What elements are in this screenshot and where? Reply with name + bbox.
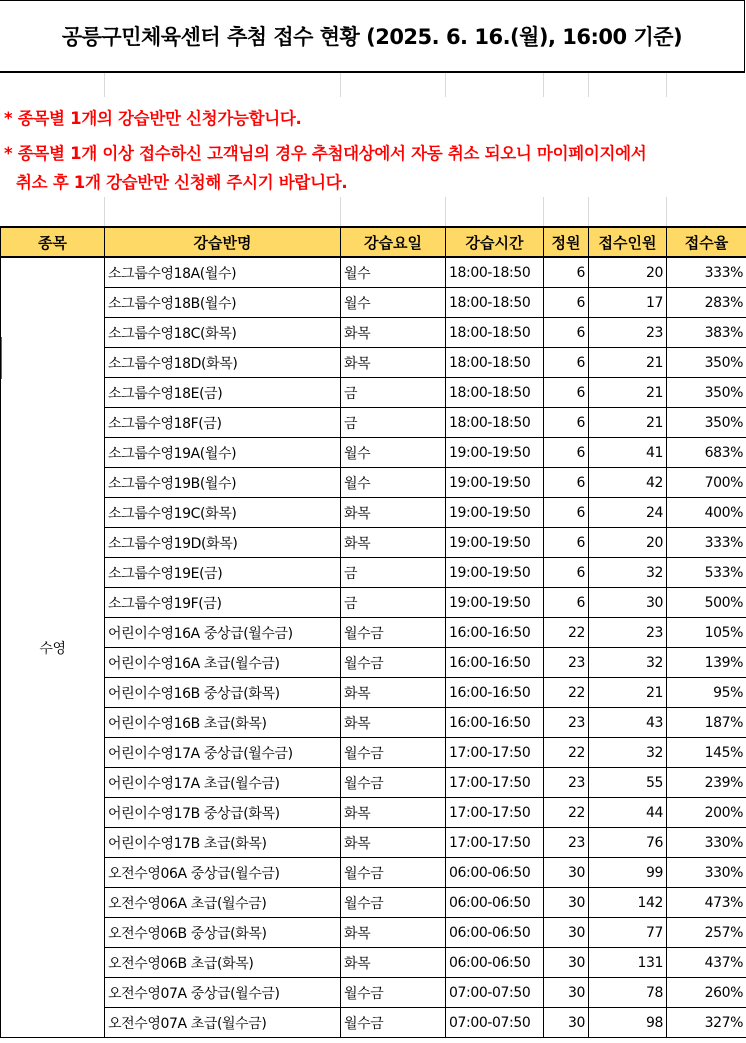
capacity-cell: 23 [544,768,589,798]
table-row [1,708,746,738]
days-cell: 월수금 [341,768,446,798]
table-row [1,738,746,768]
applicants-cell: 20 [589,528,667,558]
rate-cell: 145% [667,738,746,768]
class-name-cell: 소그룹수영18B(월수) [105,288,341,318]
rate-cell: 350% [667,348,746,378]
capacity-cell: 6 [544,468,589,498]
applicants-cell: 21 [589,348,667,378]
class-name-cell: 소그룹수영18C(화목) [105,318,341,348]
applicants-cell: 41 [589,438,667,468]
class-name-cell: 소그룹수영19E(금) [105,558,341,588]
title-text: 공릉구민체육센터 추첨 접수 현황 (2025. 6. 16.(월), 16:00 기준) [61,25,683,49]
header-class-name: 강습반명 [105,227,341,257]
capacity-cell: 6 [544,318,589,348]
table-row [1,978,746,1008]
rate-cell: 473% [667,888,746,918]
class-name-cell: 소그룹수영18F(금) [105,408,341,438]
class-name-cell: 어린이수영16A 초급(월수금) [105,648,341,678]
rate-cell: 350% [667,408,746,438]
time-cell: 16:00-16:50 [446,708,544,738]
time-cell: 18:00-18:50 [446,378,544,408]
capacity-cell: 30 [544,858,589,888]
rate-cell: 383% [667,318,746,348]
rate-cell: 95% [667,678,746,708]
table-row [1,468,746,498]
table-row [1,858,746,888]
table-row [1,918,746,948]
days-cell: 월수금 [341,1008,446,1038]
applicants-cell: 99 [589,858,667,888]
applicants-cell: 30 [589,588,667,618]
rate-cell: 333% [667,528,746,558]
class-name-cell: 어린이수영16B 중상급(화목) [105,678,341,708]
applicants-cell: 98 [589,1008,667,1038]
header-days: 강습요일 [341,227,446,257]
time-cell: 07:00-07:50 [446,1008,544,1038]
time-cell: 17:00-17:50 [446,738,544,768]
table-row [1,768,746,798]
applicants-cell: 78 [589,978,667,1008]
time-cell: 18:00-18:50 [446,288,544,318]
notice-line-1: * 종목별 1개의 강습반만 신청가능합니다. [4,109,302,128]
applicants-cell: 21 [589,408,667,438]
class-name-cell: 어린이수영17A 초급(월수금) [105,768,341,798]
notice-area [0,97,746,197]
class-name-cell: 오전수영06A 초급(월수금) [105,888,341,918]
days-cell: 화목 [341,948,446,978]
time-cell: 16:00-16:50 [446,648,544,678]
capacity-cell: 6 [544,498,589,528]
days-cell: 월수금 [341,888,446,918]
days-cell: 화목 [341,918,446,948]
applicants-cell: 142 [589,888,667,918]
rate-cell: 105% [667,618,746,648]
table-row [1,288,746,318]
days-cell: 월수 [341,438,446,468]
applicants-cell: 24 [589,498,667,528]
capacity-cell: 22 [544,618,589,648]
rate-cell: 533% [667,558,746,588]
days-cell: 월수금 [341,978,446,1008]
capacity-cell: 6 [544,558,589,588]
days-cell: 화목 [341,348,446,378]
table-row [1,378,746,408]
capacity-cell: 30 [544,918,589,948]
capacity-cell: 6 [544,408,589,438]
class-name-cell: 어린이수영17B 중상급(화목) [105,798,341,828]
rate-cell: 187% [667,708,746,738]
time-cell: 17:00-17:50 [446,798,544,828]
class-name-cell: 오전수영06A 중상급(월수금) [105,858,341,888]
rate-cell: 239% [667,768,746,798]
capacity-cell: 30 [544,948,589,978]
class-name-cell: 소그룹수영19C(화목) [105,498,341,528]
table-row [1,798,746,828]
capacity-cell: 6 [544,528,589,558]
applicants-cell: 23 [589,318,667,348]
class-name-cell: 소그룹수영18D(화목) [105,348,341,378]
time-cell: 06:00-06:50 [446,918,544,948]
capacity-cell: 22 [544,798,589,828]
class-name-cell: 소그룹수영18E(금) [105,378,341,408]
notice-line-3: 취소 후 1개 강습반만 신청해 주시기 바랍니다. [16,173,348,192]
time-cell: 06:00-06:50 [446,888,544,918]
header-applicants: 접수인원 [589,227,667,257]
applicants-cell: 44 [589,798,667,828]
class-name-cell: 어린이수영16A 중상급(월수금) [105,618,341,648]
days-cell: 월수금 [341,618,446,648]
class-name-cell: 소그룹수영19A(월수) [105,438,341,468]
registration-table [0,226,746,1038]
days-cell: 월수 [341,257,446,288]
rate-cell: 330% [667,828,746,858]
rate-cell: 700% [667,468,746,498]
applicants-cell: 17 [589,288,667,318]
days-cell: 월수금 [341,738,446,768]
days-cell: 화목 [341,708,446,738]
time-cell: 06:00-06:50 [446,858,544,888]
table-row [1,257,746,288]
applicants-cell: 21 [589,378,667,408]
days-cell: 화목 [341,528,446,558]
rate-cell: 327% [667,1008,746,1038]
time-cell: 16:00-16:50 [446,678,544,708]
applicants-cell: 55 [589,768,667,798]
table-row [1,1008,746,1038]
days-cell: 화목 [341,498,446,528]
capacity-cell: 23 [544,828,589,858]
days-cell: 화목 [341,798,446,828]
time-cell: 19:00-19:50 [446,558,544,588]
capacity-cell: 6 [544,348,589,378]
days-cell: 월수 [341,468,446,498]
applicants-cell: 42 [589,468,667,498]
capacity-cell: 30 [544,978,589,1008]
applicants-cell: 32 [589,648,667,678]
days-cell: 화목 [341,678,446,708]
rate-cell: 260% [667,978,746,1008]
table-row [1,648,746,678]
capacity-cell: 22 [544,738,589,768]
sport-category-cell: 수영 [1,257,105,1038]
rate-cell: 257% [667,918,746,948]
rate-cell: 500% [667,588,746,618]
capacity-cell: 23 [544,648,589,678]
days-cell: 화목 [341,318,446,348]
time-cell: 18:00-18:50 [446,318,544,348]
class-name-cell: 소그룹수영19F(금) [105,588,341,618]
table-header-row [1,227,746,257]
time-cell: 19:00-19:50 [446,438,544,468]
time-cell: 19:00-19:50 [446,528,544,558]
rate-cell: 437% [667,948,746,978]
applicants-cell: 77 [589,918,667,948]
applicants-cell: 32 [589,558,667,588]
applicants-cell: 43 [589,708,667,738]
time-cell: 19:00-19:50 [446,588,544,618]
table-row [1,498,746,528]
notice-line-2: * 종목별 1개 이상 접수하신 고객님의 경우 추첨대상에서 자동 취소 되오니 마이페이지에서 [4,144,647,163]
applicants-cell: 32 [589,738,667,768]
days-cell: 월수금 [341,858,446,888]
time-cell: 19:00-19:50 [446,468,544,498]
rate-cell: 350% [667,378,746,408]
table-row [1,558,746,588]
table-row [1,318,746,348]
rate-cell: 333% [667,257,746,288]
header-rate: 접수율 [667,227,746,257]
capacity-cell: 6 [544,288,589,318]
time-cell: 17:00-17:50 [446,828,544,858]
table-row [1,528,746,558]
days-cell: 금 [341,558,446,588]
class-name-cell: 어린이수영17B 초급(화목) [105,828,341,858]
applicants-cell: 23 [589,618,667,648]
time-cell: 06:00-06:50 [446,948,544,978]
table-row [1,888,746,918]
capacity-cell: 6 [544,378,589,408]
days-cell: 금 [341,588,446,618]
table-row [1,678,746,708]
days-cell: 화목 [341,828,446,858]
days-cell: 월수 [341,288,446,318]
class-name-cell: 어린이수영16B 초급(화목) [105,708,341,738]
rate-cell: 330% [667,858,746,888]
capacity-cell: 6 [544,588,589,618]
header-sport: 종목 [1,227,105,257]
table-row [1,618,746,648]
capacity-cell: 22 [544,678,589,708]
days-cell: 금 [341,378,446,408]
table-row [1,438,746,468]
rate-cell: 200% [667,798,746,828]
applicants-cell: 20 [589,257,667,288]
days-cell: 월수금 [341,648,446,678]
table-row [1,348,746,378]
applicants-cell: 131 [589,948,667,978]
table-row [1,828,746,858]
applicants-cell: 76 [589,828,667,858]
class-name-cell: 오전수영06B 초급(화목) [105,948,341,978]
time-cell: 18:00-18:50 [446,257,544,288]
capacity-cell: 23 [544,708,589,738]
capacity-cell: 30 [544,1008,589,1038]
table-row [1,588,746,618]
capacity-cell: 30 [544,888,589,918]
class-name-cell: 오전수영06B 중상급(화목) [105,918,341,948]
class-name-cell: 소그룹수영19D(화목) [105,528,341,558]
header-time: 강습시간 [446,227,544,257]
class-name-cell: 소그룹수영18A(월수) [105,257,341,288]
rate-cell: 683% [667,438,746,468]
rate-cell: 139% [667,648,746,678]
table-row [1,408,746,438]
time-cell: 17:00-17:50 [446,768,544,798]
time-cell: 18:00-18:50 [446,408,544,438]
table-row [1,948,746,978]
time-cell: 19:00-19:50 [446,498,544,528]
time-cell: 18:00-18:50 [446,348,544,378]
class-name-cell: 오전수영07A 초급(월수금) [105,1008,341,1038]
time-cell: 16:00-16:50 [446,618,544,648]
days-cell: 금 [341,408,446,438]
header-capacity: 정원 [544,227,589,257]
class-name-cell: 오전수영07A 중상급(월수금) [105,978,341,1008]
time-cell: 07:00-07:50 [446,978,544,1008]
rate-cell: 283% [667,288,746,318]
capacity-cell: 6 [544,257,589,288]
class-name-cell: 어린이수영17A 중상급(월수금) [105,738,341,768]
capacity-cell: 6 [544,438,589,468]
page-title [0,0,745,73]
rate-cell: 400% [667,498,746,528]
class-name-cell: 소그룹수영19B(월수) [105,468,341,498]
applicants-cell: 21 [589,678,667,708]
